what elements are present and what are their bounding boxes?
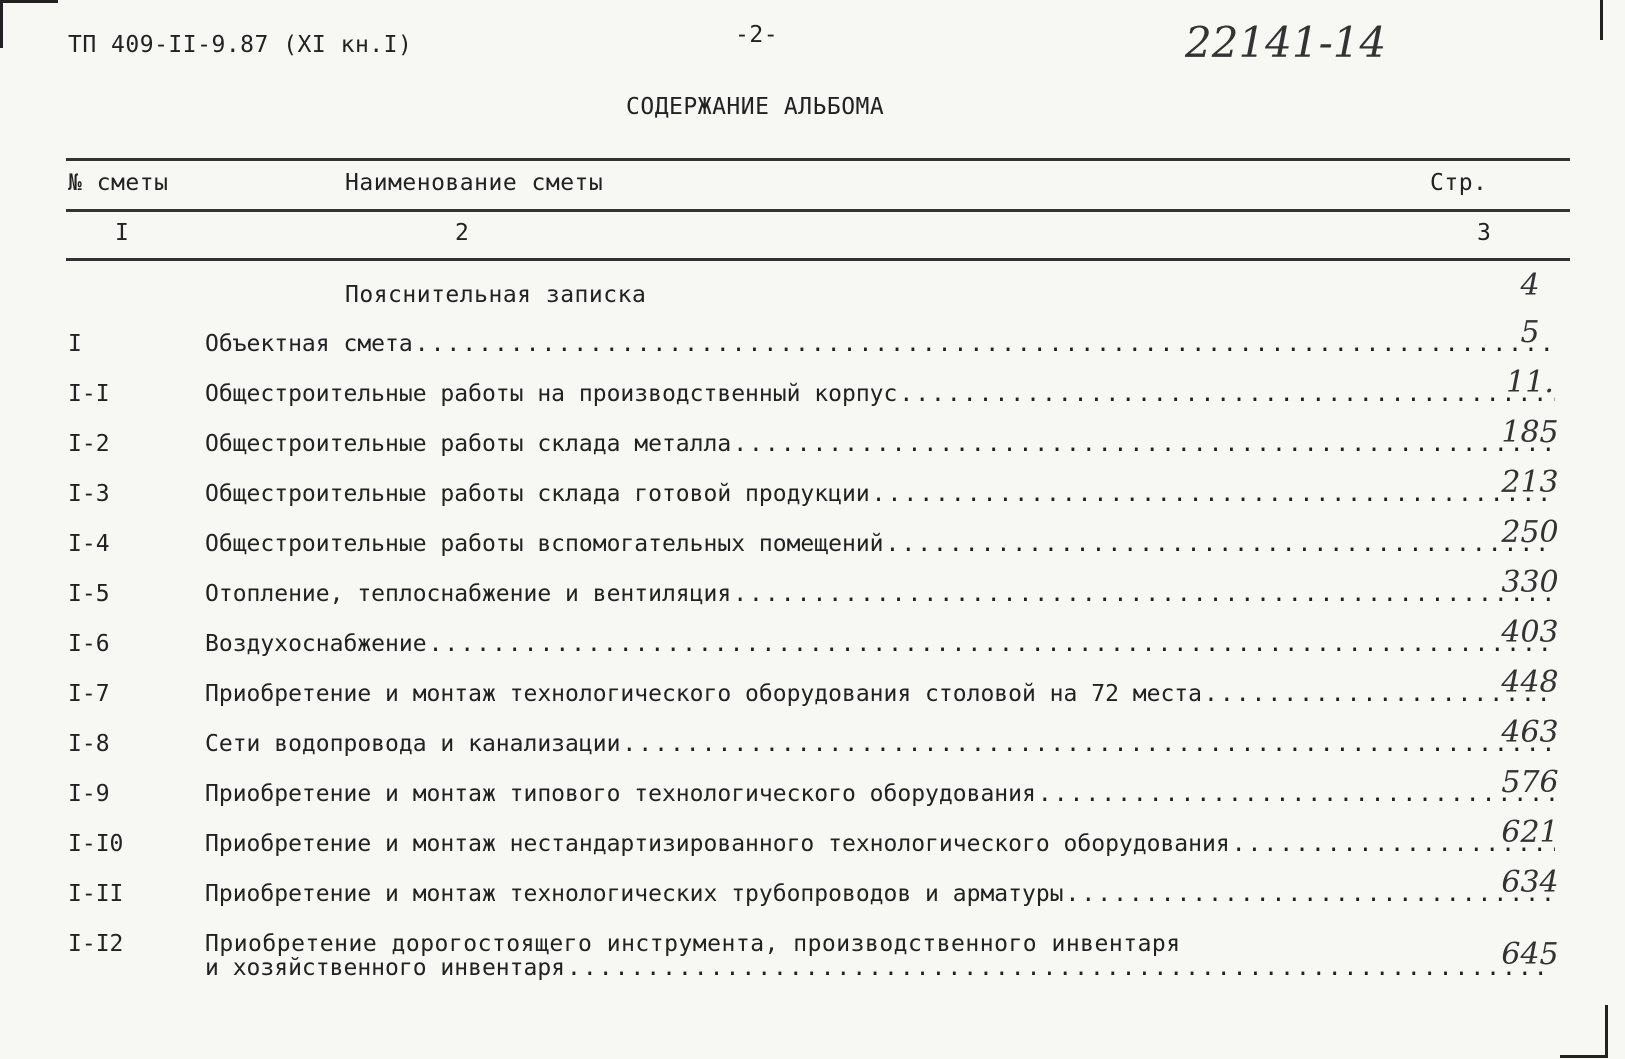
leader-dots xyxy=(733,431,1555,457)
leader-dots xyxy=(899,381,1555,407)
leader-dots xyxy=(872,481,1555,507)
row-number: I-7 xyxy=(68,681,110,707)
row-number: I-I2 xyxy=(68,931,124,957)
row-title-text: Воздухоснабжение xyxy=(205,631,427,657)
row-title xyxy=(205,431,1555,457)
leader-dots xyxy=(415,331,1555,357)
row-title-text: Приобретение и монтаж типового технологического оборудования xyxy=(205,781,1036,807)
row-page: 621 xyxy=(1501,815,1559,850)
leader-dots xyxy=(1038,781,1555,807)
row-number: I-I0 xyxy=(68,831,124,857)
column-header-name: Наименование сметы xyxy=(345,170,604,196)
row-page: 330 xyxy=(1501,565,1559,600)
row-title-text: Общестроительные работы склада металла xyxy=(205,431,732,457)
leader-dots xyxy=(733,581,1555,607)
header-mid-rule xyxy=(66,209,1570,212)
column-index-1: I xyxy=(115,220,130,246)
row-title-text: Приобретение и монтаж технологических трубопроводов и арматуры xyxy=(205,881,1064,907)
row-page: 634 xyxy=(1501,865,1559,900)
row-number: I-I xyxy=(68,381,110,407)
page-number: -2- xyxy=(735,22,779,48)
row-page: 250 xyxy=(1501,515,1559,550)
row-title xyxy=(205,381,1555,407)
row-title xyxy=(205,831,1555,857)
row-number: I xyxy=(68,331,82,357)
table-top-rule xyxy=(66,158,1570,161)
row-number: I-3 xyxy=(68,481,110,507)
corner-mark-bottom-right xyxy=(1560,1005,1608,1058)
row-title xyxy=(205,531,1555,557)
column-index-3: 3 xyxy=(1477,220,1492,246)
header-bottom-rule xyxy=(66,258,1570,261)
row-title-text: Общестроительные работы на производственный корпус xyxy=(205,381,898,407)
row-title-line1: Приобретение дорогостоящего инструмента, производственного инвентаря xyxy=(205,931,1181,957)
leader-dots xyxy=(429,631,1555,657)
row-title xyxy=(205,881,1555,907)
row-number: I-4 xyxy=(68,531,110,557)
row-number: I-5 xyxy=(68,581,110,607)
corner-mark-top-right xyxy=(1600,0,1603,40)
row-page: 448 xyxy=(1501,665,1559,700)
column-index-2: 2 xyxy=(455,220,470,246)
handwritten-id: 22141-14 xyxy=(1185,18,1387,67)
row-title-text: и хозяйственного инвентаря xyxy=(205,957,566,980)
row-title xyxy=(205,581,1555,607)
row-title-text: Приобретение и монтаж технологического оборудования столовой на 72 места xyxy=(205,681,1202,707)
leader-dots xyxy=(886,531,1555,557)
row-title-text: Общестроительные работы склада готовой продукции xyxy=(205,481,870,507)
row-page: 463 xyxy=(1501,715,1559,750)
row-title xyxy=(205,731,1555,757)
row-page: 5 xyxy=(1520,315,1540,350)
row-title-text: Сети водопровода и канализации xyxy=(205,731,621,757)
page-title: СОДЕРЖАНИЕ АЛЬБОМА xyxy=(626,94,885,120)
row-title-text: Объектная смета xyxy=(205,331,413,357)
leader-dots xyxy=(622,731,1555,757)
row-title-text: Отопление, теплоснабжение и вентиляция xyxy=(205,581,732,607)
doc-code: ТП 409-II-9.87 (XI кн.I) xyxy=(68,32,413,58)
corner-mark-top-left xyxy=(0,0,58,48)
row-number: I-6 xyxy=(68,631,110,657)
row-title xyxy=(205,957,1555,980)
row-title xyxy=(205,631,1555,657)
row-title xyxy=(205,481,1555,507)
row-number: I-9 xyxy=(68,781,110,807)
row-title xyxy=(205,781,1555,807)
row-number: I-2 xyxy=(68,431,110,457)
explanatory-note-title: Пояснительная записка xyxy=(345,282,647,308)
row-page: 403 xyxy=(1501,615,1559,650)
row-page: 645 xyxy=(1501,937,1559,972)
row-number: I-8 xyxy=(68,731,110,757)
column-header-page: Стр. xyxy=(1430,170,1488,196)
column-header-number: № сметы xyxy=(68,170,169,196)
row-title xyxy=(205,681,1555,707)
leader-dots xyxy=(567,957,1555,980)
explanatory-note-page: 4 xyxy=(1520,268,1540,303)
row-title-text: Приобретение и монтаж нестандартизированного технологического оборудования xyxy=(205,831,1230,857)
row-page: 576 xyxy=(1501,765,1559,800)
row-page: 11. xyxy=(1506,365,1554,400)
row-number: I-II xyxy=(68,881,124,907)
row-title-text: Общестроительные работы вспомогательных помещений xyxy=(205,531,884,557)
row-title xyxy=(205,331,1555,357)
row-page: 185 xyxy=(1501,415,1559,450)
leader-dots xyxy=(1066,881,1555,907)
row-page: 213 xyxy=(1501,465,1559,500)
